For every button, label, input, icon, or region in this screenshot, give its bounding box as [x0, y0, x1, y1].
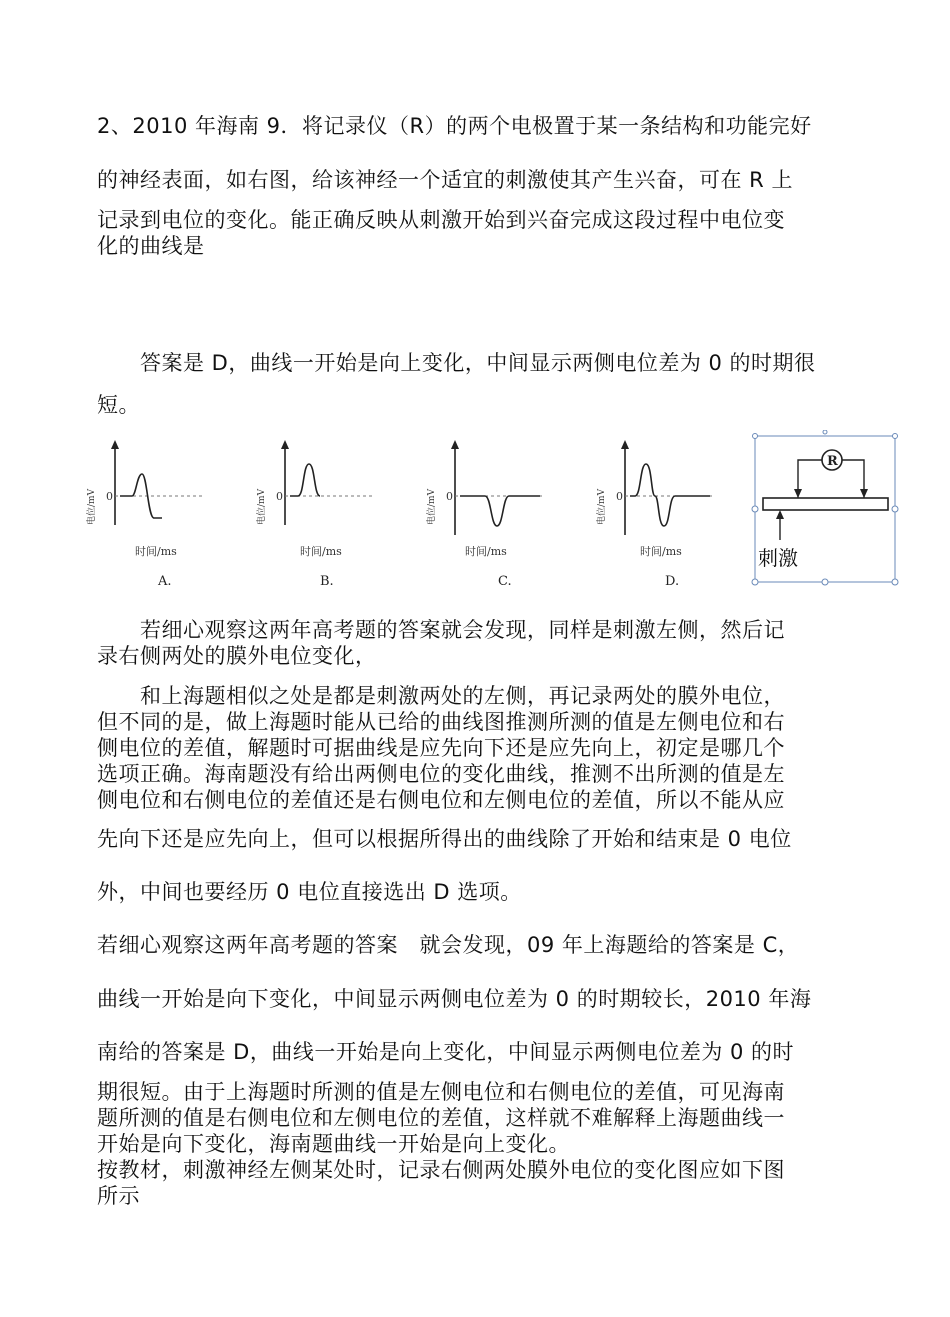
potential-curves-figure	[80, 430, 910, 595]
option-a-letter: A.	[158, 574, 172, 589]
p3-line-3: 南给的答案是 D，曲线一开始是向上变化，中间显示两侧电位差为 0 的时	[97, 1040, 795, 1064]
option-b-letter: B.	[320, 574, 334, 589]
option-c-zero: 0	[446, 490, 453, 503]
option-b-xlabel: 时间/ms	[300, 545, 342, 558]
option-a-graph	[85, 440, 205, 589]
p3-line-4: 期很短。由于上海题时所测的值是左侧电位和右侧电位的差值，可见海南	[97, 1080, 785, 1104]
p1-line-2: 录右侧两处的膜外电位变化，	[97, 644, 377, 668]
option-d-zero: 0	[616, 490, 623, 503]
answer-line-1: 答案是 D，曲线一开始是向上变化，中间显示两侧电位差为 0 的时期很	[97, 351, 816, 375]
option-c-letter: C.	[498, 574, 512, 589]
p2-line-5: 侧电位和右侧电位的差值还是右侧电位和左侧电位的差值，所以不能从应	[97, 788, 785, 812]
option-a-zero: 0	[106, 490, 113, 503]
p2-line-4: 选项正确。海南题没有给出两侧电位的变化曲线，推测不出所测的值是左	[97, 762, 785, 786]
option-c-xlabel: 时间/ms	[465, 545, 507, 558]
option-b-graph	[255, 440, 375, 589]
p2-line-2: 但不同的是，做上海题时能从已给的曲线图推测所测的值是左侧电位和右	[97, 710, 785, 734]
p1-line-1: 若细心观察这两年高考题的答案就会发现，同样是刺激左侧，然后记	[97, 618, 785, 642]
option-c-ylabel: 电位/mV	[427, 488, 437, 525]
option-a-xlabel: 时间/ms	[135, 545, 177, 558]
option-a-ylabel: 电位/mV	[87, 488, 97, 525]
meter-label: R	[827, 454, 838, 469]
p4-line-2: 所示	[97, 1184, 140, 1208]
question-line-4: 化的曲线是	[97, 234, 205, 258]
p2-line-1: 和上海题相似之处是都是刺激两处的左侧，再记录两处的膜外电位，	[97, 684, 785, 708]
question-line-3: 记录到电位的变化。能正确反映从刺激开始到兴奋完成这段过程中电位变	[97, 208, 785, 232]
answer-line-2: 短。	[97, 393, 140, 417]
p4-line-1: 按教材，刺激神经左侧某处时，记录右侧两处膜外电位的变化图应如下图	[97, 1158, 785, 1182]
option-d-ylabel: 电位/mV	[597, 488, 607, 525]
p2-line-6: 先向下还是应先向上，但可以根据所得出的曲线除了开始和结束是 0 电位	[97, 827, 792, 851]
option-b-ylabel: 电位/mV	[257, 488, 267, 525]
option-d-xlabel: 时间/ms	[640, 545, 682, 558]
p2-line-7: 外，中间也要经历 0 电位直接选出 D 选项。	[97, 880, 522, 904]
p3-line-1: 若细心观察这两年高考题的答案 就会发现，09 年上海题给的答案是 C，	[97, 933, 800, 957]
p3-line-2: 曲线一开始是向下变化，中间显示两侧电位差为 0 的时期较长，2010 年海	[97, 987, 812, 1011]
question-line-2: 的神经表面，如右图，给该神经一个适宜的刺激使其产生兴奋，可在 R 上	[97, 168, 793, 192]
p2-line-3: 侧电位的差值，解题时可据曲线是应先向下还是应先向上，初定是哪几个	[97, 736, 785, 760]
option-c-graph	[425, 440, 545, 589]
option-d-graph	[595, 440, 715, 589]
stimulus-label: 刺激	[758, 546, 798, 570]
option-b-zero: 0	[276, 490, 283, 503]
p3-line-5: 题所测的值是右侧电位和左侧电位的差值，这样就不难解释上海题曲线一	[97, 1106, 785, 1130]
nerve-apparatus-diagram	[752, 430, 898, 585]
option-d-letter: D.	[665, 574, 680, 589]
question-line-1: 2、2010 年海南 9．将记录仪（R）的两个电极置于某一条结构和功能完好	[97, 114, 812, 138]
p3-line-6: 开始是向下变化，海南题曲线一开始是向上变化。	[97, 1132, 570, 1156]
